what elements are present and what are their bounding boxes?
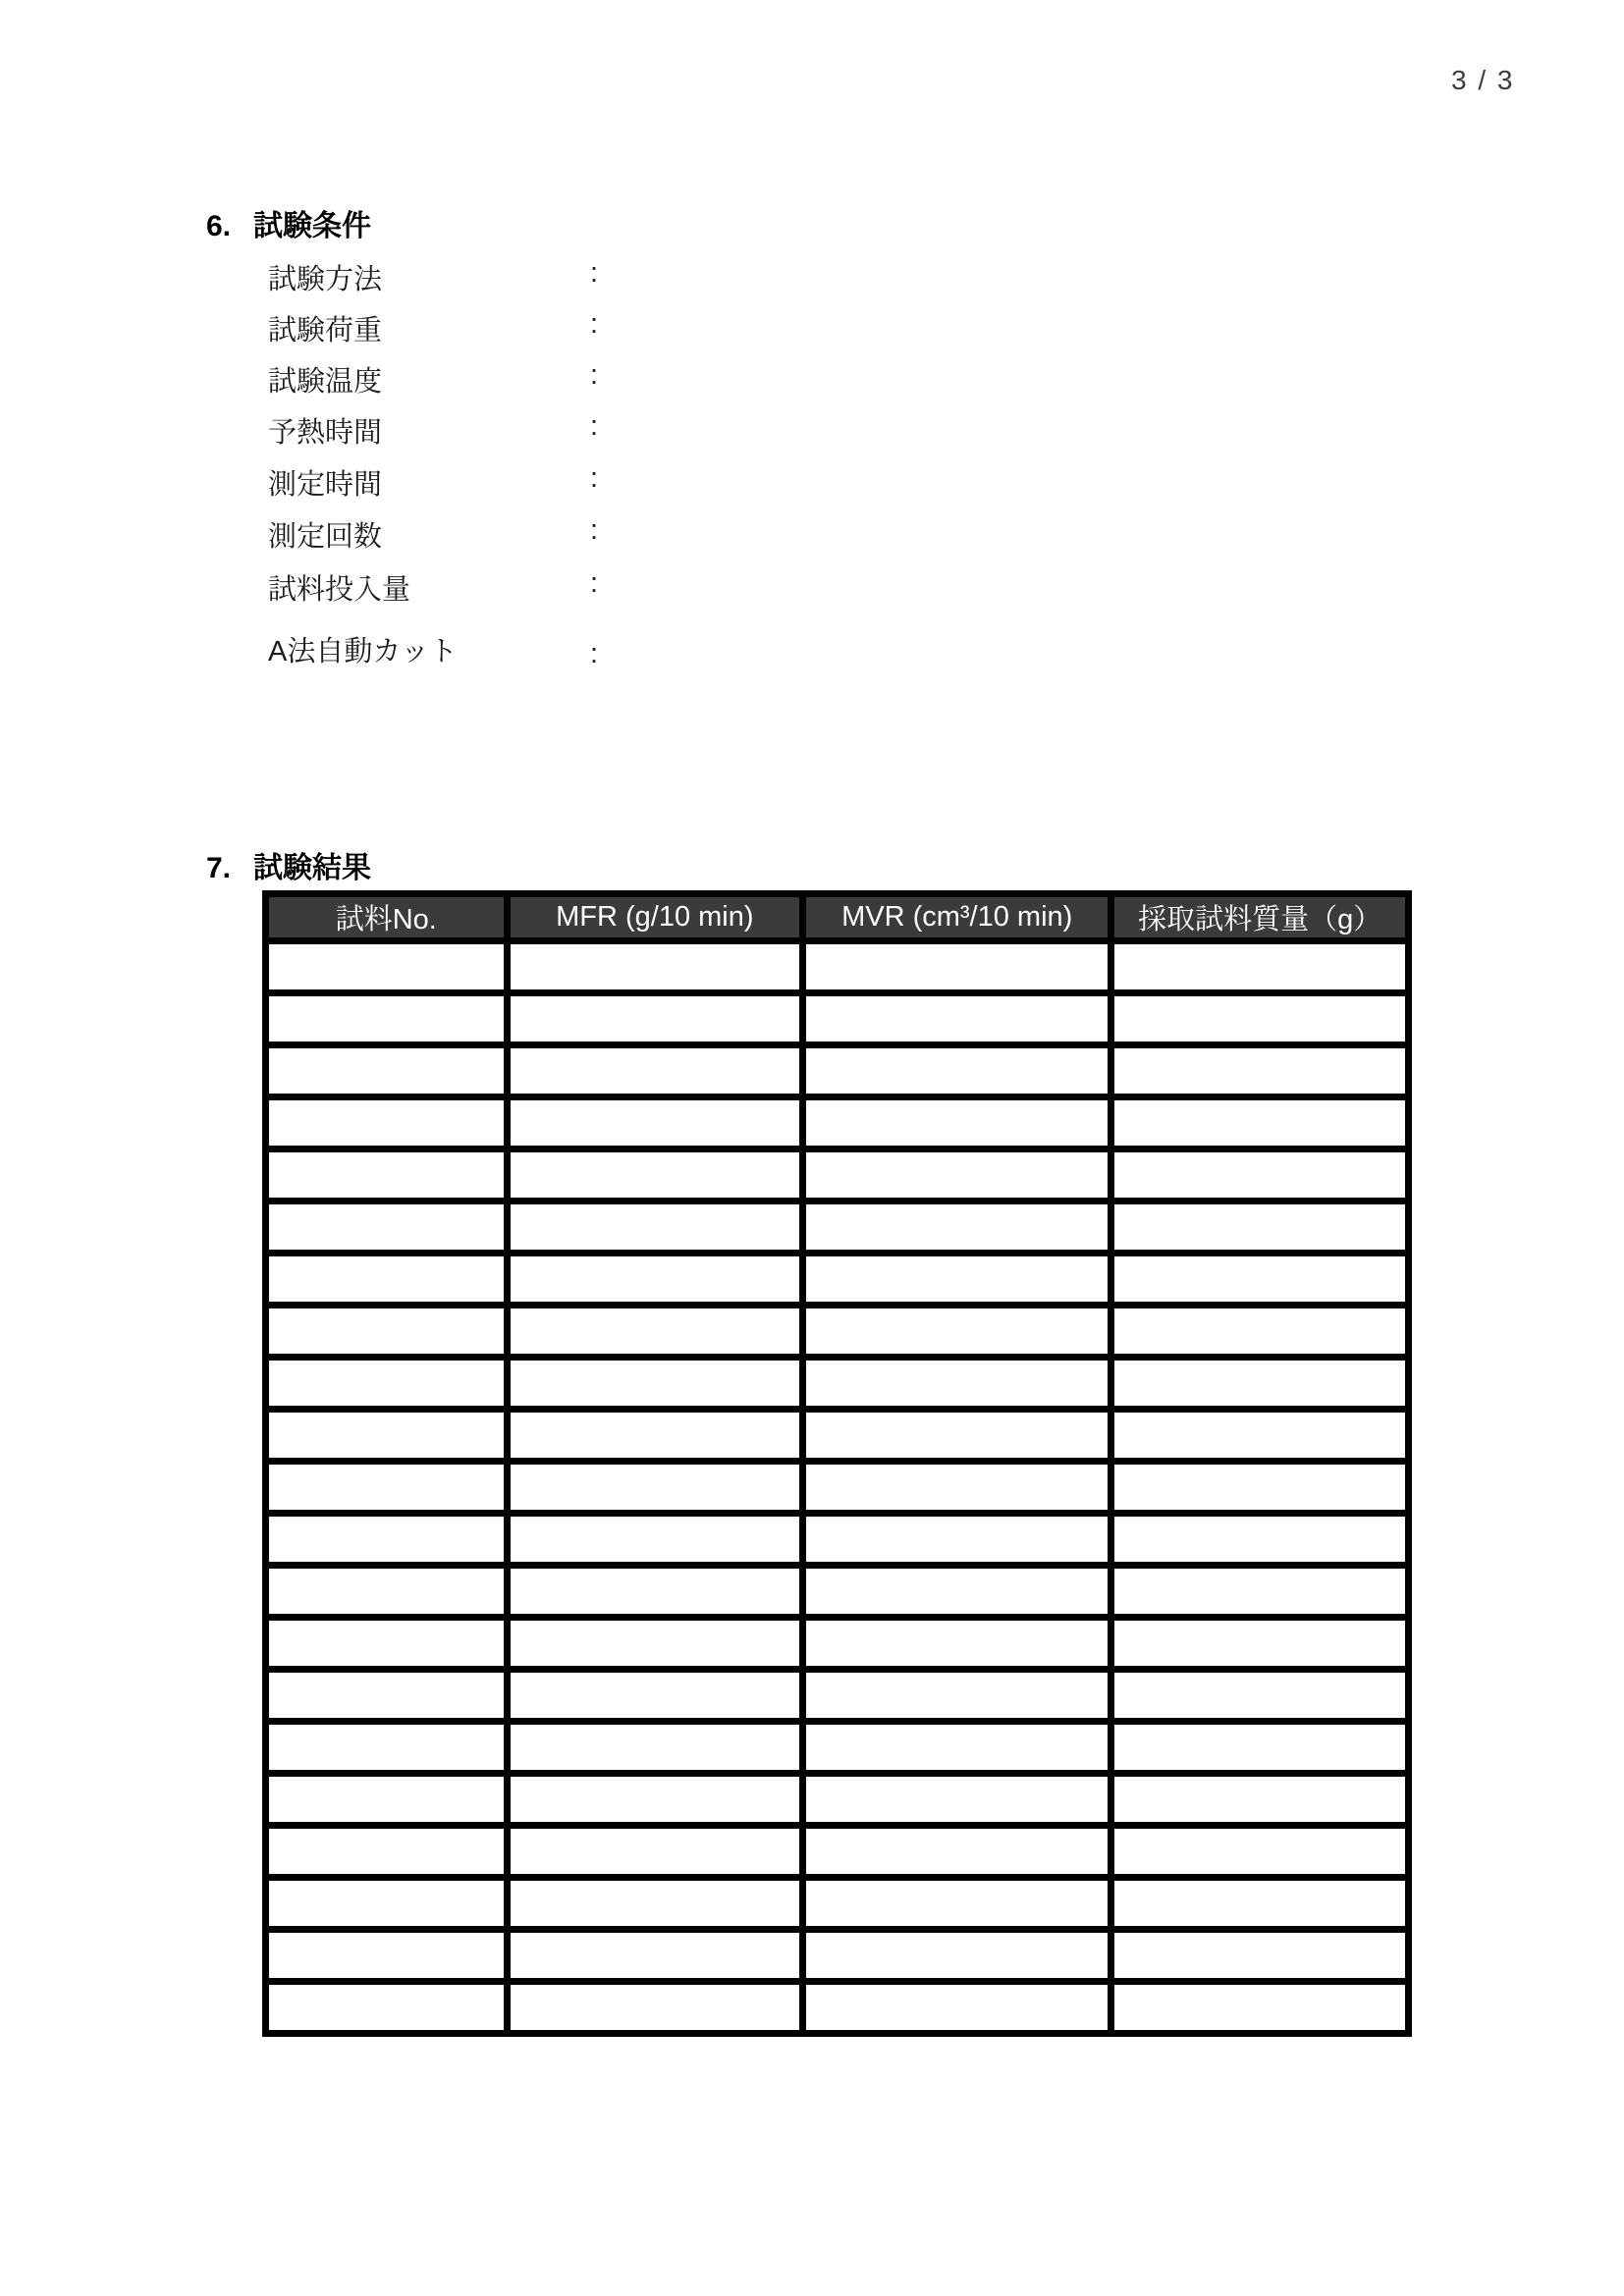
table-row	[266, 941, 1409, 993]
table-cell-empty	[1111, 1722, 1409, 1774]
table-cell-empty	[1111, 1306, 1409, 1358]
table-cell-empty	[266, 1097, 508, 1149]
table-cell-empty	[1111, 1410, 1409, 1462]
condition-row	[0, 359, 1624, 398]
table-cell-empty	[507, 1410, 802, 1462]
table-row	[266, 1514, 1409, 1566]
results-column-header-sample-no: 試料No.	[266, 894, 508, 941]
condition-label: 試験方法	[268, 264, 383, 295]
condition-colon: :	[590, 410, 599, 442]
table-row	[266, 1097, 1409, 1149]
table-cell-empty	[1111, 1618, 1409, 1670]
table-row	[266, 1826, 1409, 1878]
table-cell-empty	[266, 1149, 508, 1201]
table-cell-empty	[507, 1670, 802, 1722]
table-cell-empty	[266, 941, 508, 993]
table-row	[266, 1045, 1409, 1097]
table-cell-empty	[1111, 1097, 1409, 1149]
table-cell-empty	[266, 1982, 508, 2034]
table-cell-empty	[1111, 1774, 1409, 1826]
table-cell-empty	[266, 1254, 508, 1306]
table-cell-empty	[1111, 1566, 1409, 1618]
table-cell-empty	[803, 1722, 1111, 1774]
condition-colon: :	[590, 567, 599, 599]
table-cell-empty	[266, 1410, 508, 1462]
table-cell-empty	[1111, 1878, 1409, 1930]
table-cell-empty	[1111, 1514, 1409, 1566]
results-column-header-mfr: MFR (g/10 min)	[507, 894, 802, 941]
table-cell-empty	[507, 941, 802, 993]
table-row	[266, 1566, 1409, 1618]
condition-label: 測定回数	[268, 521, 383, 553]
table-row	[266, 1462, 1409, 1514]
table-cell-empty	[507, 1254, 802, 1306]
table-cell-empty	[266, 1514, 508, 1566]
table-cell-empty	[1111, 1982, 1409, 2034]
condition-label: 試験荷重	[268, 315, 383, 347]
section-6-title: 試験条件	[253, 210, 371, 242]
table-cell-empty	[803, 1670, 1111, 1722]
table-cell-empty	[507, 1097, 802, 1149]
table-cell-empty	[803, 1618, 1111, 1670]
table-cell-empty	[803, 1097, 1111, 1149]
table-cell-empty	[803, 1045, 1111, 1097]
section-6-number: 6.	[206, 210, 232, 242]
table-cell-empty	[803, 1930, 1111, 1982]
table-cell-empty	[266, 1201, 508, 1254]
table-row	[266, 1254, 1409, 1306]
table-cell-empty	[803, 1514, 1111, 1566]
table-cell-empty	[266, 1358, 508, 1410]
table-cell-empty	[803, 1149, 1111, 1201]
table-cell-empty	[507, 1982, 802, 2034]
condition-row	[0, 514, 1624, 553]
table-cell-empty	[803, 1410, 1111, 1462]
condition-colon: :	[590, 514, 599, 546]
results-column-header-sample-mass: 採取試料質量（g）	[1111, 894, 1409, 941]
table-cell-empty	[1111, 1930, 1409, 1982]
section-7-title: 試験結果	[253, 852, 371, 884]
table-cell-empty	[507, 1201, 802, 1254]
table-cell-empty	[803, 1358, 1111, 1410]
table-cell-empty	[507, 1149, 802, 1201]
table-cell-empty	[1111, 1358, 1409, 1410]
table-cell-empty	[1111, 1670, 1409, 1722]
condition-row	[0, 257, 1624, 295]
table-cell-empty	[266, 1826, 508, 1878]
table-cell-empty	[266, 1462, 508, 1514]
table-row	[266, 1722, 1409, 1774]
table-row	[266, 1149, 1409, 1201]
results-table-body	[266, 941, 1409, 2034]
table-cell-empty	[1111, 1254, 1409, 1306]
table-cell-empty	[266, 1930, 508, 1982]
table-row	[266, 1878, 1409, 1930]
page-number: 3 / 3	[1451, 65, 1515, 95]
section-6-heading	[206, 201, 371, 244]
table-cell-empty	[507, 1722, 802, 1774]
condition-row	[0, 462, 1624, 501]
table-cell-empty	[266, 1878, 508, 1930]
table-cell-empty	[803, 1774, 1111, 1826]
table-cell-empty	[507, 1774, 802, 1826]
table-cell-empty	[266, 1566, 508, 1618]
table-row	[266, 1201, 1409, 1254]
table-row	[266, 1930, 1409, 1982]
condition-row	[0, 308, 1624, 347]
table-cell-empty	[507, 1618, 802, 1670]
condition-colon: :	[590, 462, 599, 494]
condition-colon: :	[590, 638, 599, 669]
table-row	[266, 1358, 1409, 1410]
table-cell-empty	[803, 941, 1111, 993]
table-row	[266, 1670, 1409, 1722]
table-cell-empty	[266, 1774, 508, 1826]
table-cell-empty	[1111, 1201, 1409, 1254]
table-cell-empty	[803, 1826, 1111, 1878]
table-row	[266, 1410, 1409, 1462]
table-cell-empty	[507, 1514, 802, 1566]
table-cell-empty	[266, 993, 508, 1045]
condition-row	[0, 567, 1624, 606]
table-cell-empty	[803, 1201, 1111, 1254]
table-cell-empty	[803, 1306, 1111, 1358]
condition-colon: :	[590, 359, 599, 391]
table-cell-empty	[507, 1930, 802, 1982]
table-cell-empty	[266, 1618, 508, 1670]
table-cell-empty	[803, 1254, 1111, 1306]
table-cell-empty	[507, 993, 802, 1045]
table-cell-empty	[1111, 1149, 1409, 1201]
results-header-row	[266, 894, 1409, 941]
section-7-heading	[206, 843, 371, 886]
table-cell-empty	[266, 1045, 508, 1097]
table-cell-empty	[507, 1878, 802, 1930]
condition-row	[0, 410, 1624, 449]
table-cell-empty	[803, 1462, 1111, 1514]
condition-label: 試料投入量	[268, 574, 411, 606]
table-row	[266, 993, 1409, 1045]
section-7-number: 7.	[206, 852, 232, 884]
table-cell-empty	[266, 1722, 508, 1774]
table-cell-empty	[803, 1982, 1111, 2034]
table-row	[266, 1774, 1409, 1826]
table-cell-empty	[1111, 1045, 1409, 1097]
condition-label: A法自動カット	[268, 636, 459, 667]
condition-row	[0, 629, 1624, 669]
table-cell-empty	[1111, 1462, 1409, 1514]
table-cell-empty	[1111, 1826, 1409, 1878]
table-cell-empty	[507, 1306, 802, 1358]
condition-label: 試験温度	[268, 366, 383, 398]
table-cell-empty	[266, 1306, 508, 1358]
condition-label: 測定時間	[268, 469, 383, 501]
table-cell-empty	[803, 1878, 1111, 1930]
table-cell-empty	[507, 1566, 802, 1618]
condition-label: 予熱時間	[268, 417, 383, 449]
table-cell-empty	[266, 1670, 508, 1722]
table-row	[266, 1306, 1409, 1358]
table-cell-empty	[507, 1462, 802, 1514]
condition-colon: :	[590, 257, 599, 289]
table-cell-empty	[1111, 993, 1409, 1045]
results-table	[262, 890, 1412, 2037]
table-cell-empty	[1111, 941, 1409, 993]
table-cell-empty	[507, 1358, 802, 1410]
results-column-header-mvr: MVR (cm³/10 min)	[803, 894, 1111, 941]
table-cell-empty	[803, 1566, 1111, 1618]
table-cell-empty	[803, 993, 1111, 1045]
condition-colon: :	[590, 308, 599, 340]
table-row	[266, 1618, 1409, 1670]
table-row	[266, 1982, 1409, 2034]
table-cell-empty	[507, 1826, 802, 1878]
table-cell-empty	[507, 1045, 802, 1097]
